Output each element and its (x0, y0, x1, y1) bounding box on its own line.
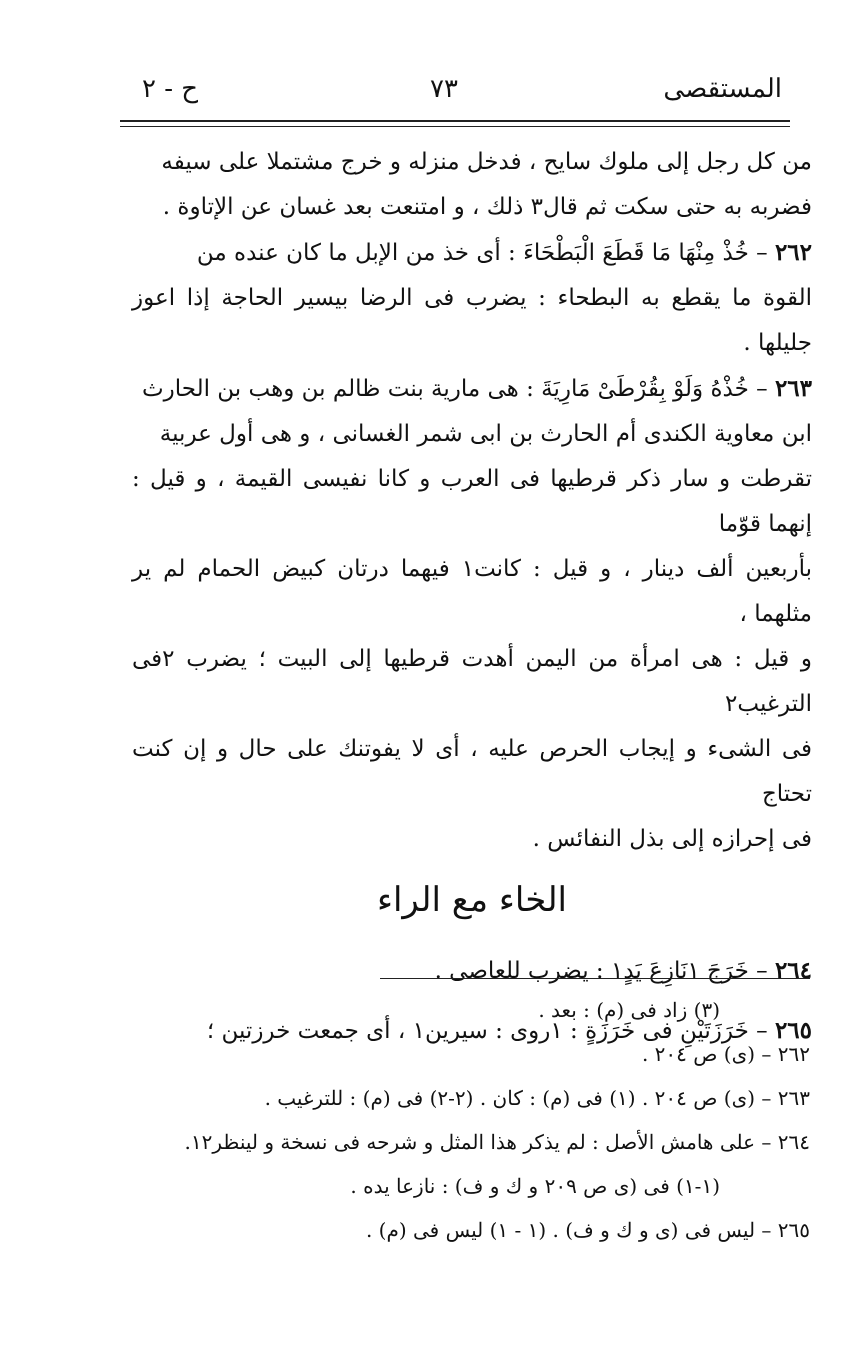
entry-text: – خُذْ مِنْهَا مَا قَطَعَ الْبَطْحَاءَ : أى خذ من الإبل ما كان عنده من (196, 240, 768, 266)
entry-number: ٢٦٥ (774, 1017, 812, 1044)
text-line: من كل رجل إلى ملوك سايح ، فدخل منزله و خرج مشتملا على سيفه (161, 149, 812, 175)
text-line: فضربه به حتى سكت ثم قال٣ ذلك ، و امتنعت بعد غسان عن الإتاوة . (162, 194, 812, 220)
entry-text: – خَرَزَتَيْنِ فى خَرَزَةٍ : ١روى : سيرين١ ، أى جمعت خرزتين ؛ (206, 1018, 768, 1044)
footnote: (١-١) فى (ى ص ٢٠٩ و ك و ف) : نازعا يده . (350, 1174, 720, 1198)
entry-number: ٢٦٤ (774, 957, 812, 984)
header-rule-thin (120, 126, 790, 127)
footnote: ٢٦٥ – ليس فى (ى و ك و ف) . (١ - ١) ليس فى (م) . (365, 1218, 810, 1242)
footnote: ٢٦٤ – على هامش الأصل : لم يذكر هذا المثل و شرحه فى نسخة و لينظر١٢. (184, 1130, 810, 1154)
entry-text: – خُذْهُ وَلَوْ بِقُرْطَىْ مَارِيَةَ : هى مارية بنت ظالم بن وهب بن الحارث (141, 376, 768, 402)
page-number: ٧٣ (430, 74, 458, 104)
text-line: فى الشىء و إيجاب الحرص عليه ، أى لا يفوتنك على حال و إن كنت تحتاج (132, 736, 812, 807)
header-rule (120, 120, 790, 122)
entry-number: ٢٦٢ (774, 239, 812, 266)
running-title: المستقصى (663, 74, 782, 104)
text-line: فى إحرازه إلى بذل النفائس . (532, 826, 812, 852)
page-header (120, 70, 790, 114)
entry-number: ٢٦٣ (774, 375, 812, 402)
entry-263 (132, 366, 812, 412)
text-line: بأربعين ألف دينار ، و قيل : كانت١ فيهما درتان كبيض الحمام لم ير مثلهما ، (132, 556, 813, 627)
footnote: ٢٦٢ – (ى) ص ٢٠٤ . (641, 1042, 810, 1066)
entry-text: – خَرَجَ ١نَازِعَ يَدٍ١ : يضرب للعاصى . (434, 958, 768, 984)
entry-262 (132, 230, 812, 276)
section-heading: الخاء مع الراء (376, 880, 568, 920)
main-text (132, 140, 812, 1054)
footnotes (120, 988, 810, 1252)
footnote: ٢٦٣ – (ى) ص ٢٠٤ . (١) فى (م) : كان . (٢-٢) فى (م) : للترغيب . (264, 1086, 810, 1110)
text-line: ابن معاوية الكندى أم الحارث بن ابى شمر الغسانى ، و هى أول عربية (159, 421, 812, 447)
text-line: و قيل : هى امرأة من اليمن أهدت قرطيها إلى البيت ؛ يضرب ٢فى الترغيب٢ (132, 646, 812, 717)
text-line: القوة ما يقطع به البطحاء : يضرب فى الرضا بيسير الحاجة إذا اعوز جليلها . (132, 285, 812, 356)
footnote-rule (380, 978, 810, 979)
text-line: تقرطت و سار ذكر قرطيها فى العرب و كانا نفيسى القيمة ، و قيل : إنهما قوّما (132, 466, 812, 537)
footnote: (٣) زاد فى (م) : بعد . (538, 998, 720, 1022)
volume-marker: ح - ٢ (142, 74, 199, 104)
